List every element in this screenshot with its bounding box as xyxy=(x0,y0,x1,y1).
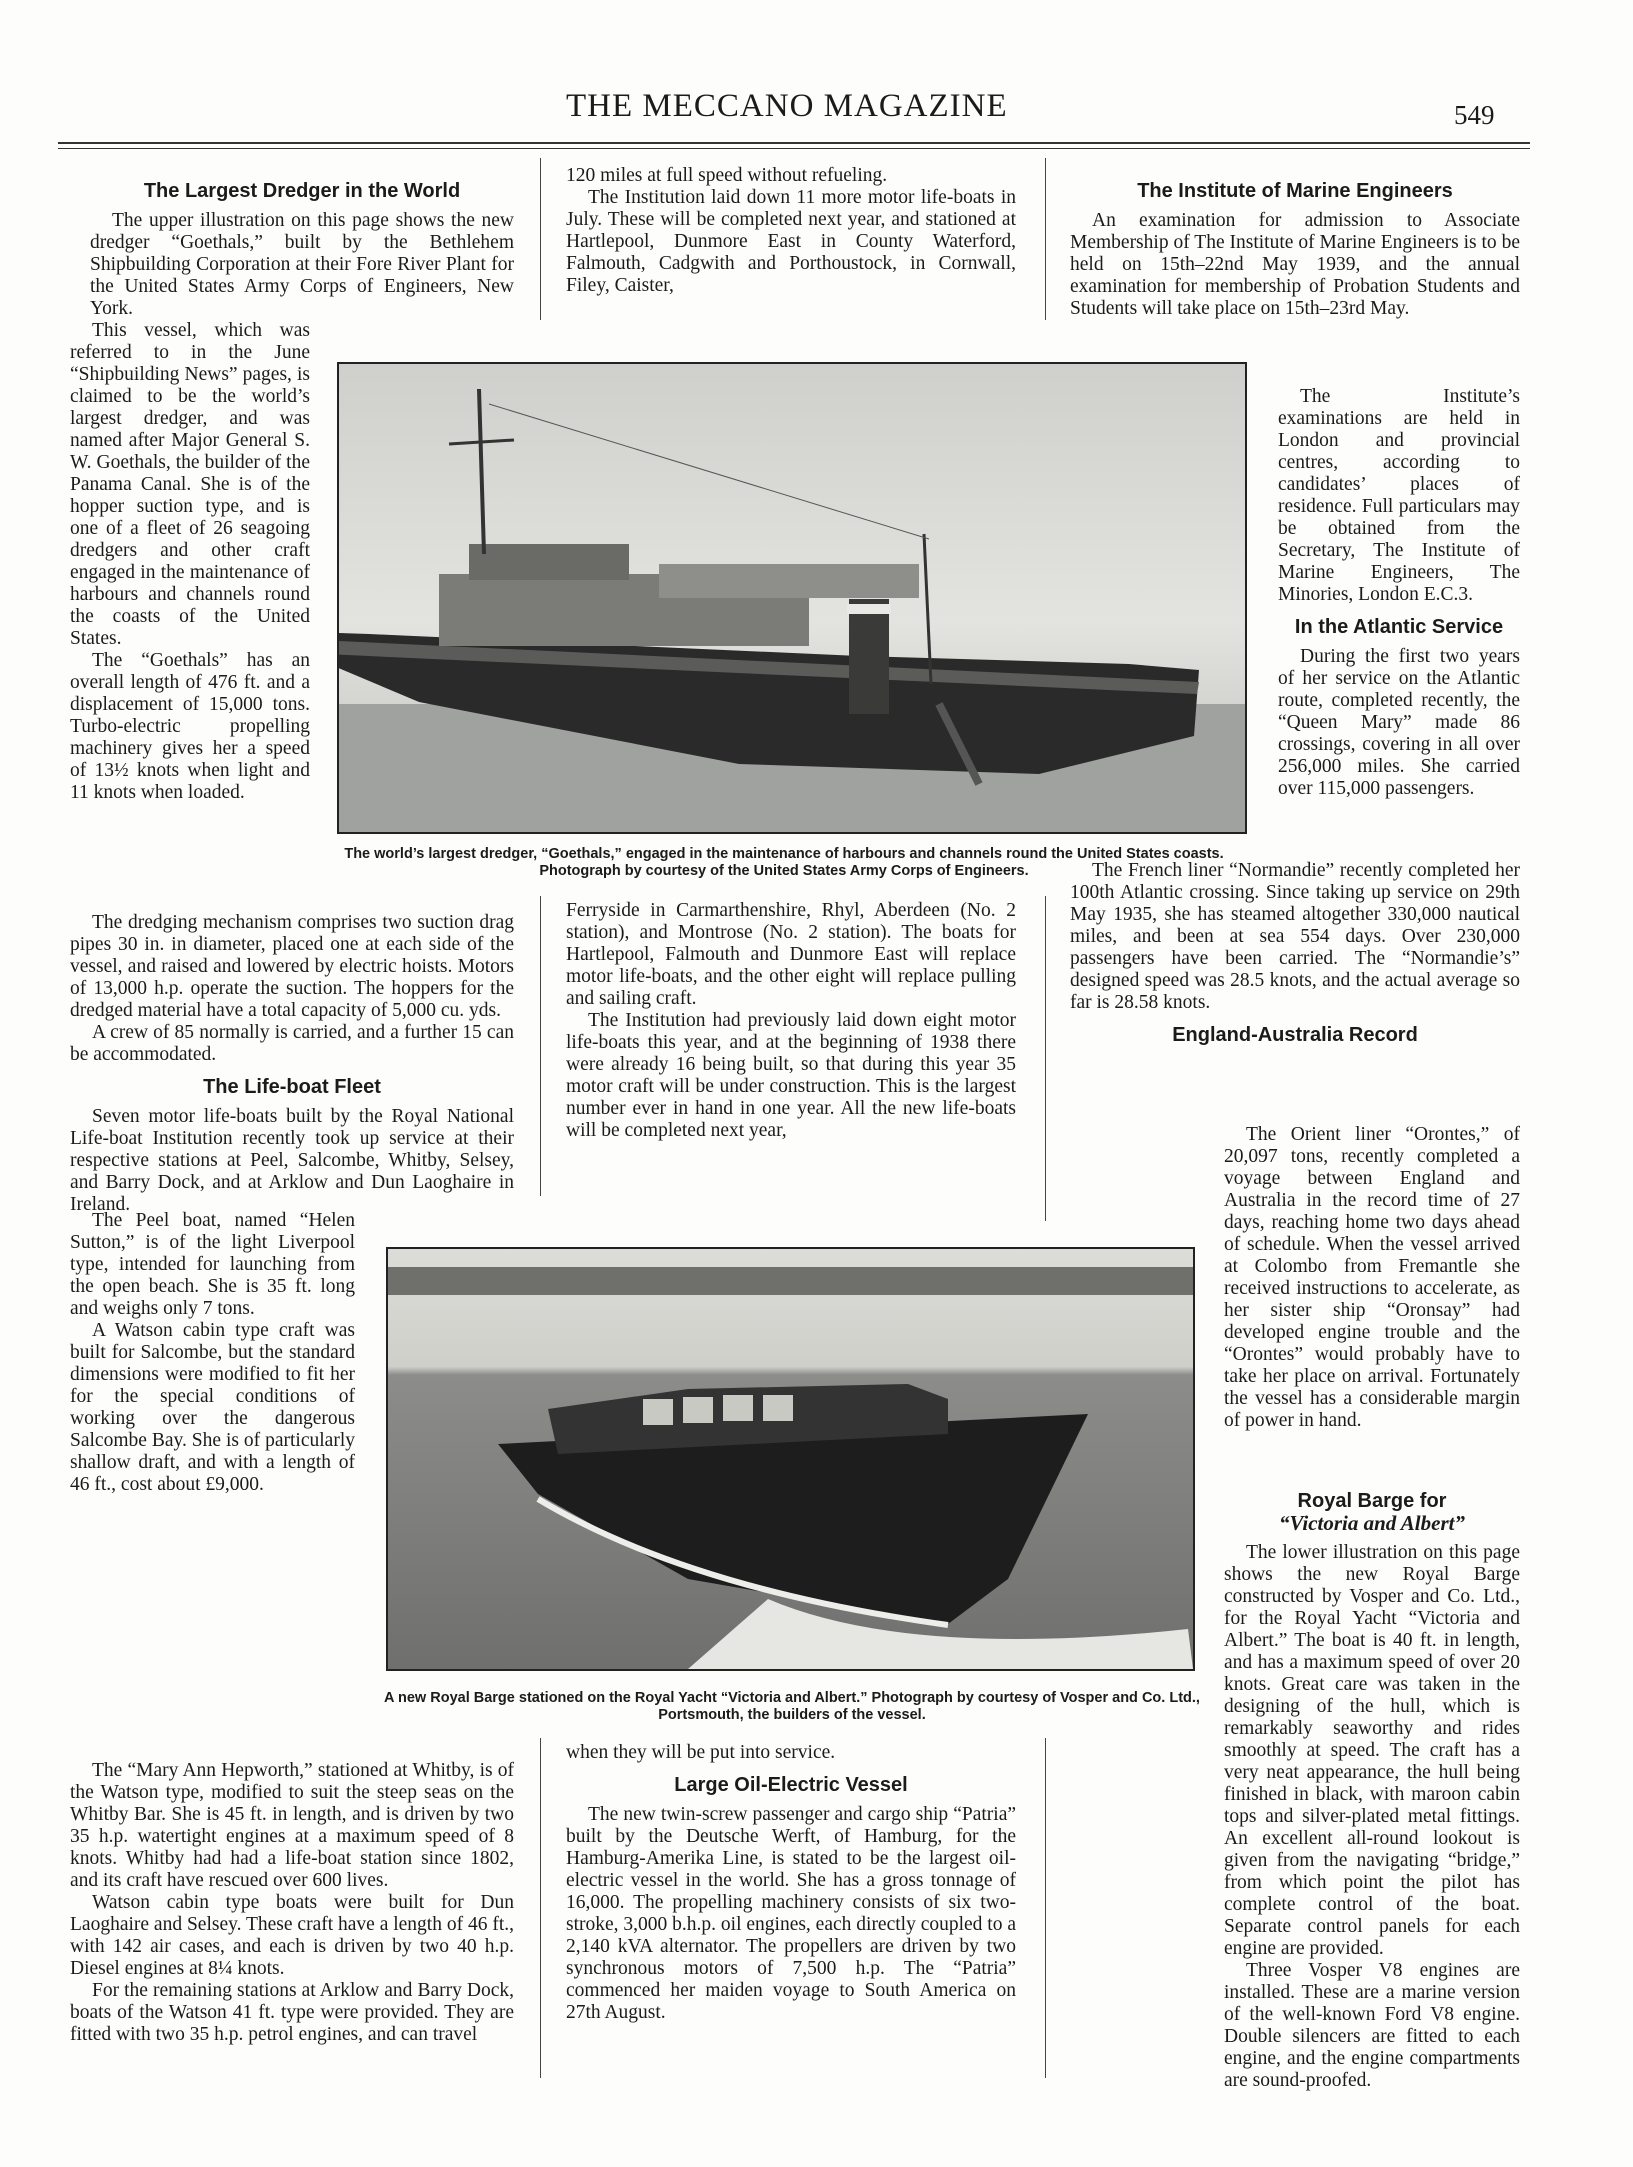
lifeboat-narrow-text xyxy=(70,1210,355,1496)
page-number: 549 xyxy=(1454,100,1495,130)
heading-barge-sub: “Victoria and Albert” xyxy=(1279,1511,1465,1535)
atlantic-wide-text xyxy=(1070,860,1520,1054)
paragraph: During the first two years of her service on the Atlantic route, completed recently, the “Queen Mary” made 86 crossings, covering in all over 256,000 miles. She carried over 115,000 passengers. xyxy=(1278,646,1520,799)
dredger-intro xyxy=(90,170,514,320)
paragraph: Ferryside in Carmarthenshire, Rhyl, Aberdeen (No. 2 station), and Montrose (No. 2 station). The boats for Hartlepool, Falmouth and Dunmore East will replace motor life-boats, and the other eight will replace pulling and sailing craft. xyxy=(566,900,1016,1009)
paragraph: 120 miles at full speed without refueling. xyxy=(566,165,888,186)
institute-intro xyxy=(1070,170,1520,320)
paragraph: The Peel boat, named “Helen Sutton,” is of the light Liverpool type, intended for launching from the open beach. She is 35 ft. long and weighs only 7 tons. xyxy=(70,1210,355,1319)
header-rule xyxy=(58,142,1530,144)
magazine-title: THE MECCANO MAGAZINE xyxy=(566,88,1008,124)
column-divider xyxy=(540,1738,541,2078)
lifeboat-column2-mid xyxy=(566,900,1016,1142)
heading-oil-vessel: Large Oil-Electric Vessel xyxy=(674,1774,908,1796)
paragraph: The new twin-screw passenger and cargo ship “Patria” built by the Deutsche Werft, of Hamburg, for the Hamburg-Amerika Line, is stated to be the largest oil-electric vessel in the world. She has a gross tonnage of 16,000. The propelling machinery consists of six two-stroke, 3,000 b.h.p. oil engines, each directly coupled to a 2,140 kVA alternator. The propellers are driven by two synchronous motors of 7,500 h.p. The “Patria” commenced her maiden voyage to South America on 27th August. xyxy=(566,1804,1017,2023)
paragraph: The dredging mechanism comprises two suction drag pipes 30 in. in diameter, placed one at each side of the vessel, and raised and lowered by electric hoists. Motors of 13,000 h.p. operate the suction. The hoppers for the dredged material have a total capacity of 5,000 cu. yds. xyxy=(70,912,514,1021)
column-divider xyxy=(540,896,541,1196)
lifeboat-wide-text xyxy=(70,1760,514,2046)
heading-barge: Royal Barge for xyxy=(1297,1490,1447,1512)
paragraph: The upper illustration on this page shows the new dredger “Goethals,” built by the Bethlehem Shipbuilding Corporation at their Fore River Plant for the United States Army Corps of Engineers, New York. xyxy=(90,210,514,319)
lifeboat-column2-top xyxy=(566,165,1016,297)
barge-narrow-text xyxy=(1224,1480,1520,2092)
paragraph: Watson cabin type boats were built for Dun Laoghaire and Selsey. These craft have a length of 46 ft., with 142 air cases, and each is driven by two 40 h.p. Diesel engines at 8¼ knots. xyxy=(70,1892,514,1979)
paragraph: The “Goethals” has an overall length of 476 ft. and a displacement of 15,000 tons. Turbo-electric propelling machinery gives her a speed of 13½ knots when light and 11 knots when loaded. xyxy=(70,650,310,803)
barge-boat-illustration xyxy=(388,1249,1193,1669)
dredger-ship-illustration xyxy=(339,364,1245,832)
dredger-wide-text xyxy=(70,912,514,1216)
australia-text xyxy=(1224,1124,1520,1432)
dredger-narrow-text xyxy=(70,320,310,804)
barge-caption: A new Royal Barge stationed on the Royal Yacht “Victoria and Albert.” Photograph by courtesy of Vosper and Co. Ltd., Portsmouth, the builders of the vessel. xyxy=(384,1690,1200,1723)
heading-dredger: The Largest Dredger in the World xyxy=(143,180,461,202)
paragraph: Three Vosper V8 engines are installed. These are a marine version of the well-known Ford V8 engine. Double silencers are fitted to each engine, and the engine compartments are sound-proofed. xyxy=(1224,1960,1520,2091)
paragraph: The French liner “Normandie” recently completed her 100th Atlantic crossing. Since taking up service on 29th May 1935, she has steamed altogether 330,000 nautical miles, and been at sea 554 days. Over 230,000 passengers have been carried. The “Normandie’s” designed speed was 28.5 knots, and the actual average so far is 28.58 knots. xyxy=(1070,860,1520,1013)
dredger-caption: The world’s largest dredger, “Goethals,” engaged in the maintenance of harbours and channels round the United States coasts. Photograph by courtesy of the United States Army Corps of Engineers. xyxy=(344,846,1224,879)
institute-narrow-text xyxy=(1278,386,1520,800)
heading-australia: England-Australia Record xyxy=(1172,1024,1418,1046)
heading-atlantic: In the Atlantic Service xyxy=(1294,616,1504,638)
paragraph: A crew of 85 normally is carried, and a further 15 can be accommodated. xyxy=(70,1022,514,1065)
dredger-photo xyxy=(337,362,1247,834)
paragraph: The “Mary Ann Hepworth,” stationed at Whitby, is of the Watson type, modified to suit the steep seas on the Whitby Bar. She is 45 ft. in length, and is driven by two 35 h.p. watertight engines at a maximum speed of 8 knots. Whitby had had a life-boat station since 1802, and its craft have rescued over 600 lives. xyxy=(70,1760,514,1891)
paragraph: A Watson cabin type craft was built for Salcombe, but the standard dimensions were modified to fit her for the special conditions of working over the dangerous Salcombe Bay. She is of particularly shallow draft, and with a length of 46 ft., cost about £9,000. xyxy=(70,1320,355,1495)
oil-vessel-column xyxy=(566,1742,1016,2024)
paragraph: An examination for admission to Associate Membership of The Institute of Marine Engineers is to be held on 15th–22nd May 1939, and the annual examination for membership of Probation Students and Students will take place on 15th–23rd May. xyxy=(1070,210,1520,319)
paragraph: The Institution laid down 11 more motor life-boats in July. These will be completed next year, and stationed at Hartlepool, Dunmore East in County Waterford, Falmouth, Cadgwith and Porthoustock, in Cornwall, Filey, Caister, xyxy=(566,187,1016,296)
paragraph: The Orient liner “Orontes,” of 20,097 tons, recently completed a voyage between England and Australia in the record time of 27 days, reaching home two days ahead of schedule. When the vessel arrived at Colombo from Fremantle she received instructions to accelerate, as her sister ship “Oronsay” had developed engine trouble and the “Orontes” would probably have to take her place on arrival. Fortunately the vessel has a considerable margin of power in hand. xyxy=(1224,1124,1520,1431)
paragraph: The lower illustration on this page shows the new Royal Barge constructed by Vosper and Co. Ltd., for the Royal Yacht “Victoria and Albert.” The boat is 40 ft. in length, and has a maximum speed of over 20 knots. Great care was taken in the designing of the hull, which is remarkably seaworthy and rides smoothly at speed. The craft has a very neat appearance, the hull being finished in black, with maroon cabin tops and silver-plated metal fittings. An excellent all-round lookout is given from the navigating “bridge,” from which point the pilot has complete control of the boat. Separate control panels for each engine are provided. xyxy=(1224,1542,1520,1959)
paragraph: when they will be put into service. xyxy=(566,1742,836,1763)
column-divider xyxy=(540,158,541,320)
barge-photo xyxy=(386,1247,1195,1671)
column-divider xyxy=(1045,1738,1046,2078)
paragraph: For the remaining stations at Arklow and Barry Dock, boats of the Watson 41 ft. type were provided. They are fitted with two 35 h.p. petrol engines, and can travel xyxy=(70,1980,514,2045)
heading-lifeboat: The Life-boat Fleet xyxy=(203,1076,381,1098)
column-divider xyxy=(1045,158,1046,320)
heading-institute: The Institute of Marine Engineers xyxy=(1137,180,1453,202)
paragraph: This vessel, which was referred to in the June “Shipbuilding News” pages, is claimed to be the world’s largest dredger, and was named after Major General S. W. Goethals, the builder of the Panama Canal. She is of the hopper suction type, and is one of a fleet of 26 seagoing dredgers and other craft engaged in the maintenance of harbours and channels round the coasts of the United States. xyxy=(70,320,310,649)
paragraph: The Institute’s examinations are held in London and provincial centres, according to candidates’ places of residence. Full particulars may be obtained from the Secretary, The Institute of Marine Engineers, The Minories, London E.C.3. xyxy=(1278,386,1520,605)
column-divider xyxy=(1045,896,1046,1221)
paragraph: Seven motor life-boats built by the Royal National Life-boat Institution recently took up service at their respective stations at Peel, Salcombe, Whitby, Selsey, and Barry Dock, and at Arklow and Dun Laoghaire in Ireland. xyxy=(70,1106,514,1215)
paragraph: The Institution had previously laid down eight motor life-boats this year, and at the beginning of 1938 there were already 16 being built, so that during this year 35 motor craft will be under construction. This is the largest number ever in hand in one year. All the new life-boats will be completed next year, xyxy=(566,1010,1016,1141)
header-rule-thin xyxy=(58,148,1530,149)
